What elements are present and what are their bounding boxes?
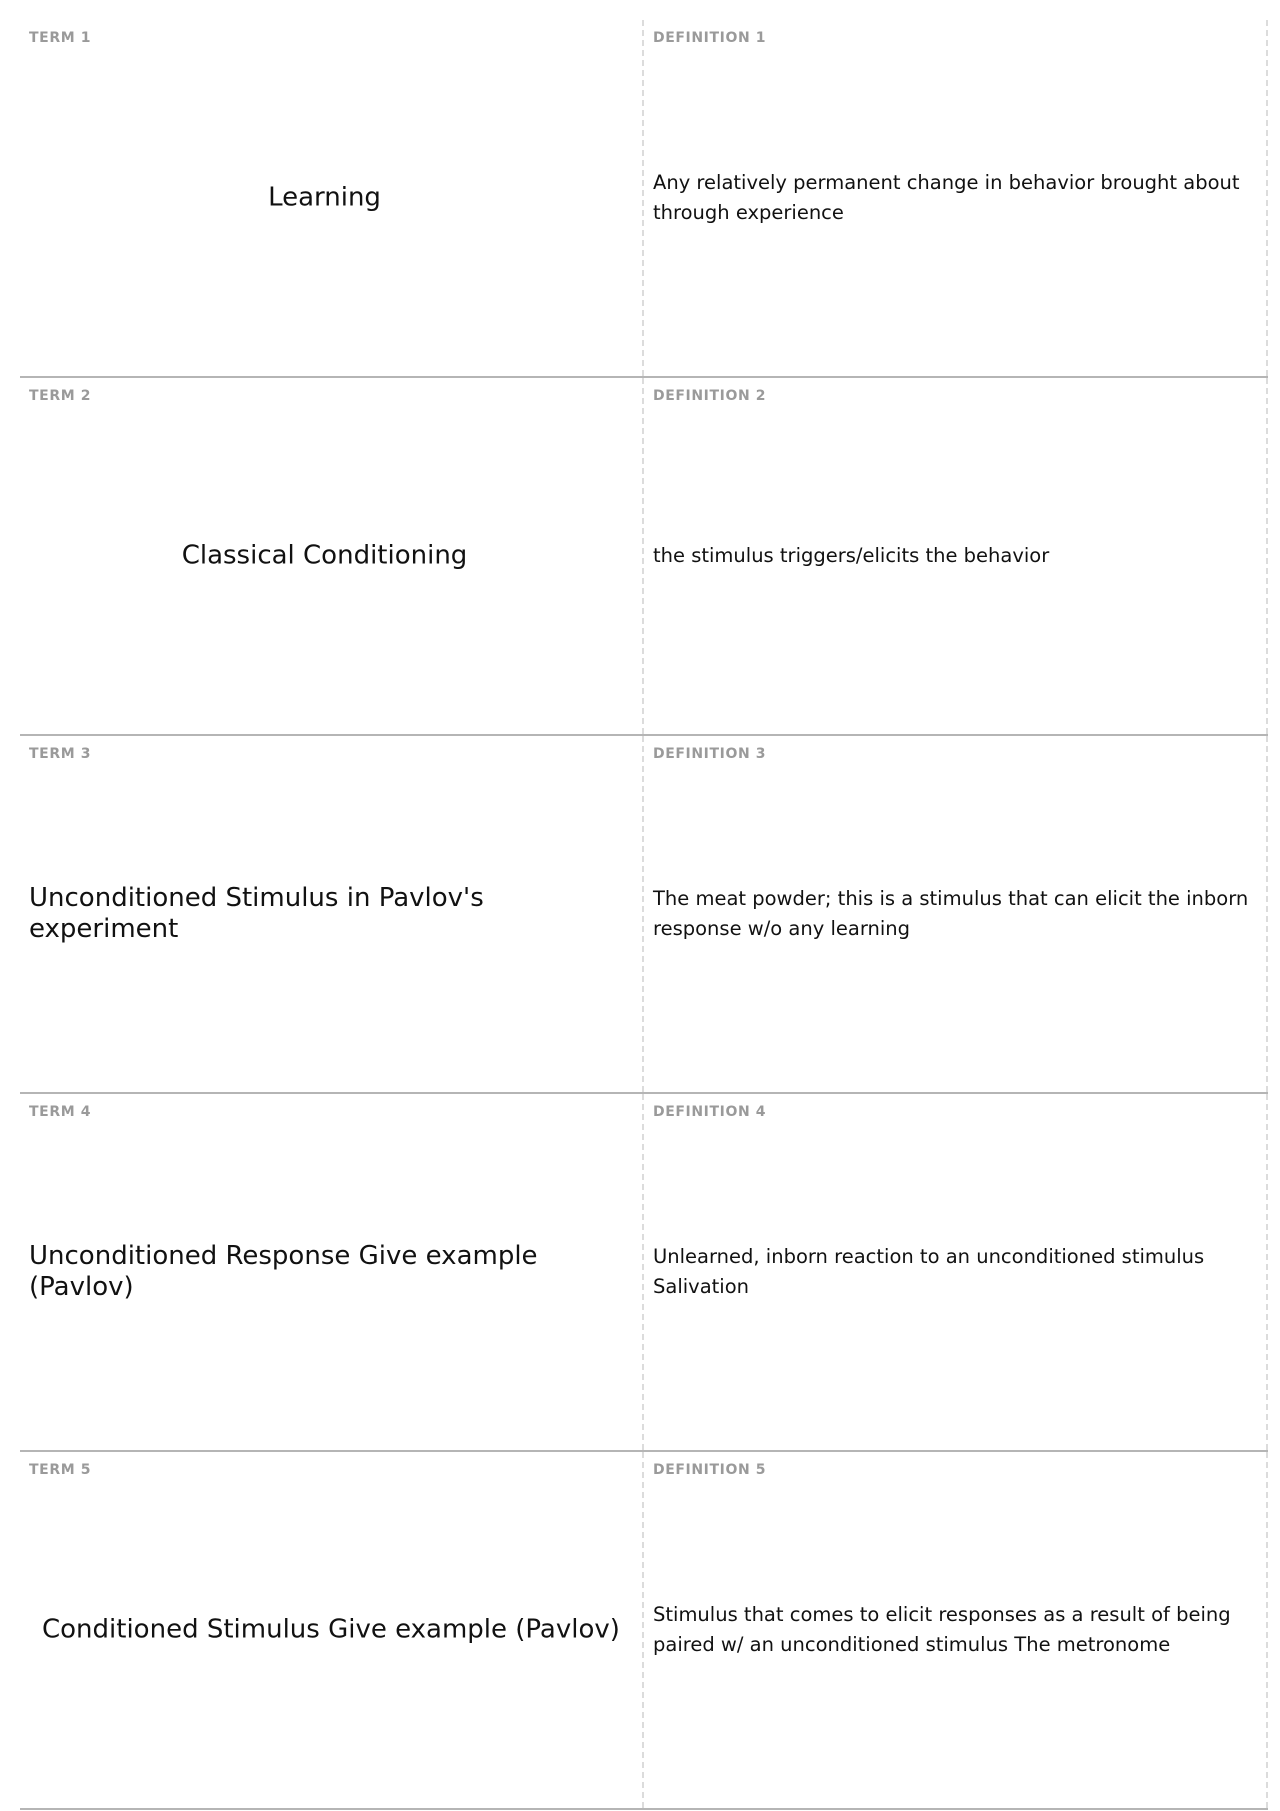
definition-label: DEFINITION 3 [653, 746, 767, 762]
term-text: Conditioned Stimulus Give example (Pavlov) [42, 1614, 620, 1645]
definition-label: DEFINITION 5 [653, 1462, 767, 1478]
definition-text: Unlearned, inborn reaction to an unconditioned stimulus Salivation [653, 1245, 1205, 1298]
term-cell [20, 378, 644, 734]
term-label: TERM 3 [29, 746, 92, 762]
definition-cell [644, 1094, 1268, 1450]
definition-cell [644, 736, 1268, 1092]
definition-text: the stimulus triggers/elicits the behavior [653, 544, 1050, 567]
flashcard-row [20, 378, 1268, 736]
flashcard-row [20, 20, 1268, 378]
term-text: Classical Conditioning [181, 540, 468, 571]
definition-cell [644, 20, 1268, 376]
term-label: TERM 2 [29, 388, 92, 404]
definition-cell [644, 1452, 1268, 1808]
definition-label: DEFINITION 1 [653, 30, 767, 46]
term-label: TERM 5 [29, 1462, 92, 1478]
definition-text: Stimulus that comes to elicit responses as a result of being paired w/ an unconditioned stimulus The metronome [653, 1603, 1231, 1656]
term-text: Learning [268, 182, 381, 213]
flashcard-sheet [20, 20, 1268, 1810]
term-cell [20, 736, 644, 1092]
term-cell [20, 1452, 644, 1808]
definition-label: DEFINITION 4 [653, 1104, 767, 1120]
flashcard-row [20, 1094, 1268, 1452]
term-cell [20, 20, 644, 376]
term-text: Unconditioned Stimulus in Pavlov's experiment [29, 883, 484, 944]
flashcard-row [20, 1452, 1268, 1810]
definition-label: DEFINITION 2 [653, 388, 767, 404]
term-cell [20, 1094, 644, 1450]
definition-text: The meat powder; this is a stimulus that can elicit the inborn response w/o any learning [653, 887, 1249, 940]
term-text: Unconditioned Response Give example (Pavlov) [29, 1241, 538, 1302]
flashcard-row [20, 736, 1268, 1094]
term-label: TERM 4 [29, 1104, 92, 1120]
term-label: TERM 1 [29, 30, 92, 46]
definition-text: Any relatively permanent change in behavior brought about through experience [653, 171, 1240, 224]
definition-cell [644, 378, 1268, 734]
